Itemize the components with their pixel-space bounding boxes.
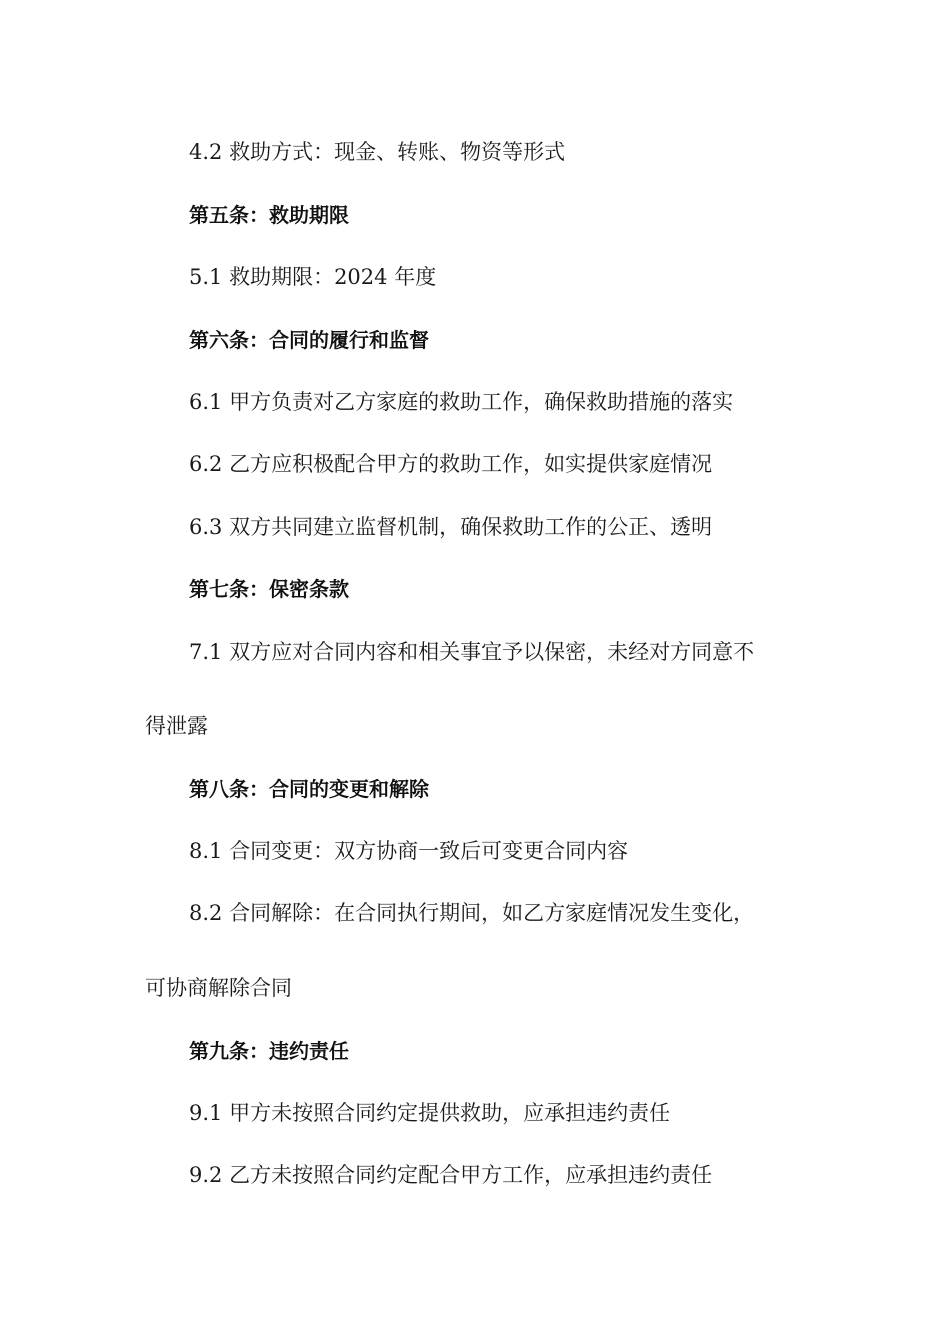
article-6-heading: 第六条：合同的履行和监督 (189, 328, 429, 352)
clause-8-1: 8.1 合同变更：双方协商一致后可变更合同内容 (189, 839, 629, 863)
clause-5-1: 5.1 救助期限：2024 年度 (189, 265, 437, 289)
clause-8-2-continued: 可协商解除合同 (145, 976, 292, 1000)
clause-6-3: 6.3 双方共同建立监督机制，确保救助工作的公正、透明 (189, 515, 713, 539)
article-8-heading: 第八条：合同的变更和解除 (189, 777, 429, 801)
clause-4-2: 4.2 救助方式：现金、转账、物资等形式 (189, 140, 566, 164)
clause-7-1-continued: 得泄露 (145, 714, 208, 738)
clause-6-1: 6.1 甲方负责对乙方家庭的救助工作，确保救助措施的落实 (189, 390, 734, 414)
article-9-heading: 第九条：违约责任 (189, 1039, 349, 1063)
article-7-heading: 第七条：保密条款 (189, 577, 349, 601)
clause-9-2: 9.2 乙方未按照合同约定配合甲方工作，应承担违约责任 (189, 1163, 713, 1187)
clause-7-1: 7.1 双方应对合同内容和相关事宜予以保密，未经对方同意不 (189, 640, 755, 664)
clause-6-2: 6.2 乙方应积极配合甲方的救助工作，如实提供家庭情况 (189, 452, 713, 476)
clause-8-2: 8.2 合同解除：在合同执行期间，如乙方家庭情况发生变化， (189, 901, 755, 925)
article-5-heading: 第五条：救助期限 (189, 203, 349, 227)
clause-9-1: 9.1 甲方未按照合同约定提供救助，应承担违约责任 (189, 1101, 671, 1125)
